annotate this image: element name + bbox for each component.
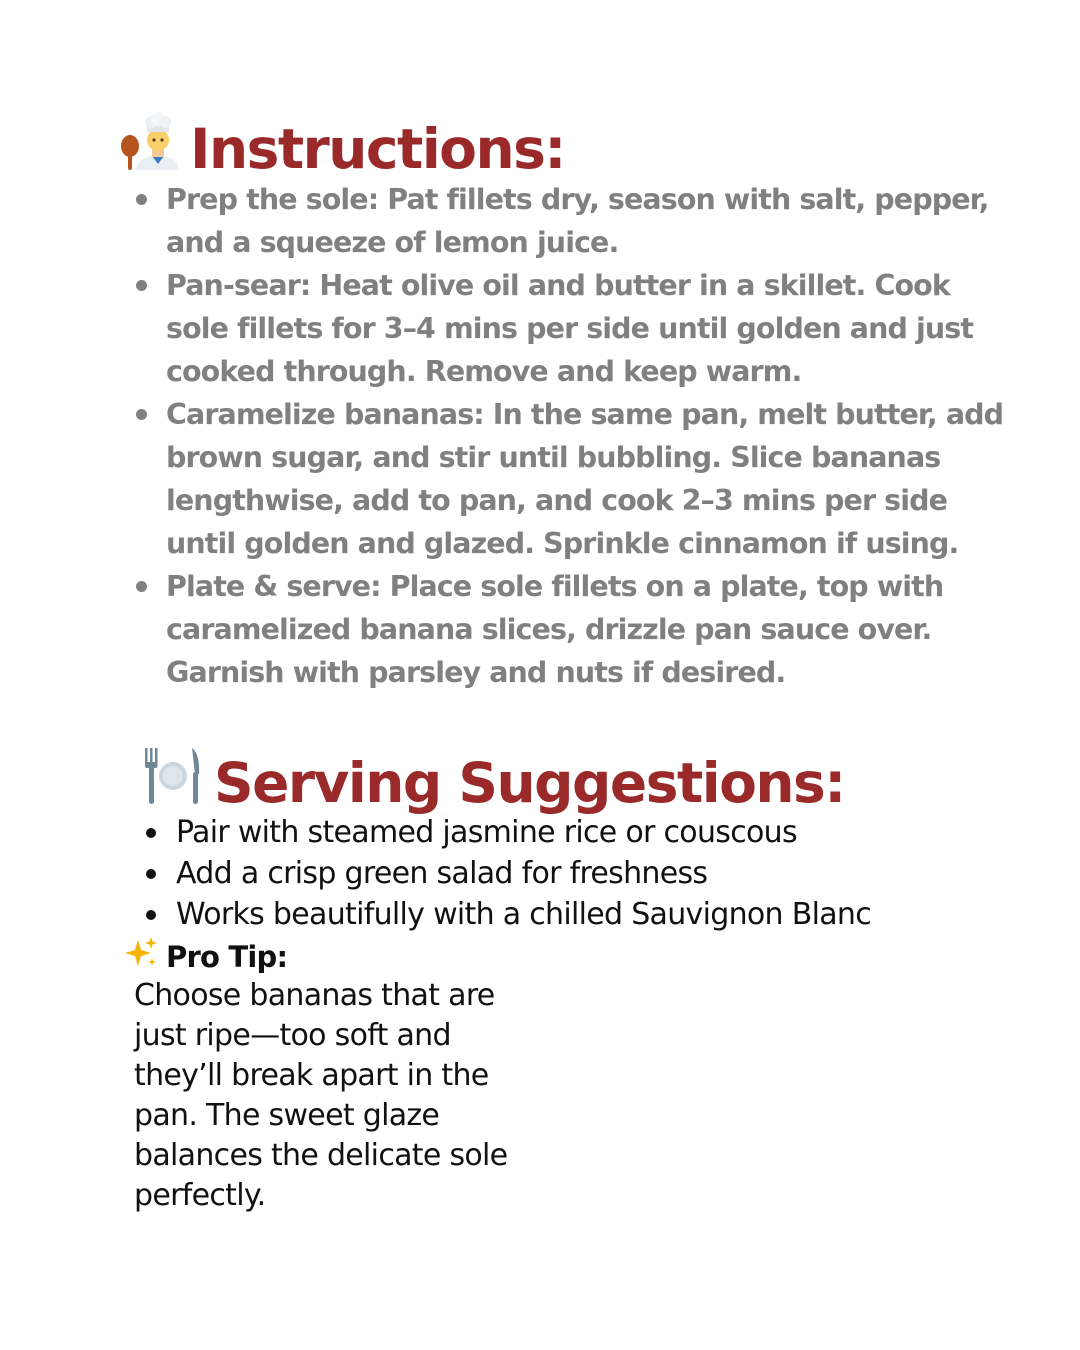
pro-tip-body	[134, 976, 564, 1216]
list-item: Prep the sole: Pat fillets dry, season with salt, pepper, and a squeeze of lemon juice.	[134, 178, 1014, 264]
list-item: Pan-sear: Heat olive oil and butter in a skillet. Cook sole fillets for 3–4 mins per side until golden and just cooked through. Remove and keep warm.	[134, 264, 1014, 393]
sparkles-icon	[124, 936, 158, 977]
list-item: Plate & serve: Place sole fillets on a plate, top with caramelized banana slices, drizzle pan sauce over. Garnish with parsley and nuts if desired.	[134, 565, 1014, 694]
pro-tip-line: balances the delicate sole	[134, 1138, 508, 1173]
pro-tip-title: Pro Tip:	[166, 939, 288, 974]
instructions-list	[134, 178, 1014, 694]
serving-suggestions-list	[144, 812, 1024, 935]
list-item: Pair with steamed jasmine rice or couscous	[144, 812, 1024, 853]
pro-tip-heading	[124, 936, 287, 977]
instructions-heading	[118, 112, 565, 185]
instructions-title: Instructions:	[190, 116, 565, 181]
pro-tip-line: pan. The sweet glaze	[134, 1098, 440, 1133]
pro-tip-line: perfectly.	[134, 1178, 266, 1213]
list-item: Add a crisp green salad for freshness	[144, 853, 1024, 894]
serving-suggestions-title: Serving Suggestions:	[214, 750, 845, 815]
chef-icon	[118, 112, 180, 185]
serving-suggestions-heading	[142, 746, 845, 819]
pro-tip-line: they’ll break apart in the	[134, 1058, 489, 1093]
pro-tip-line: just ripe—too soft and	[134, 1018, 451, 1053]
plate-cutlery-icon	[142, 746, 204, 819]
list-item: Works beautifully with a chilled Sauvignon Blanc	[144, 894, 1024, 935]
pro-tip-line: Choose bananas that are	[134, 978, 495, 1013]
list-item: Caramelize bananas: In the same pan, melt butter, add brown sugar, and stir until bubbling. Slice bananas lengthwise, add to pan, and cook 2–3 mins per side until golden and glazed. Sprinkle cinnamon if using.	[134, 393, 1014, 565]
